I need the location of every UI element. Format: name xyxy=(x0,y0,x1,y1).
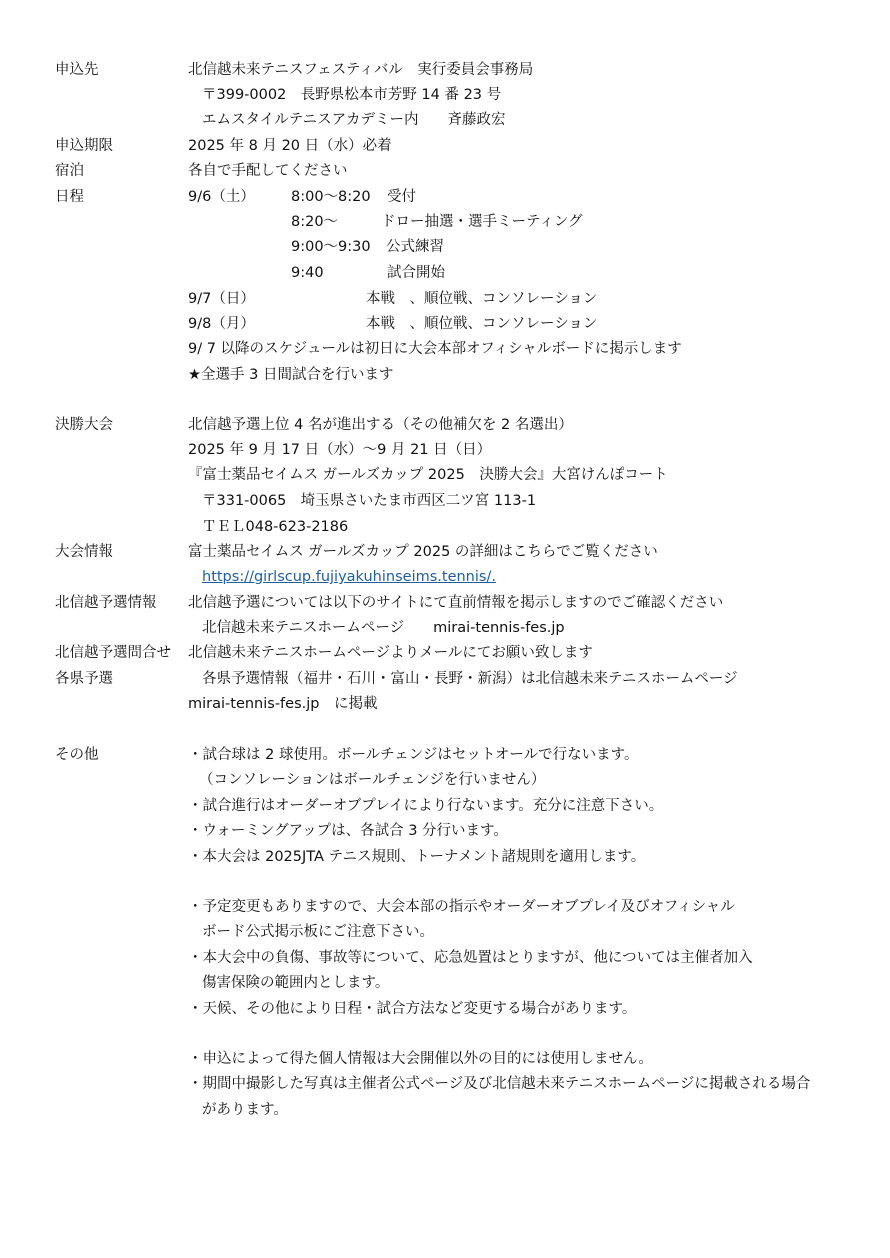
other-label: その他 xyxy=(55,747,99,763)
other-line: ・天候、その他により日程・試合方法など変更する場合があります。 xyxy=(188,1001,637,1017)
schedule-note: ★全選手 3 日間試合を行います xyxy=(188,367,394,383)
application-address: 〒399-0002 長野県松本市芳野 14 番 23 号 xyxy=(202,87,502,103)
schedule-day2: 9/7（日） xyxy=(188,291,255,307)
deadline-label: 申込期限 xyxy=(55,138,113,154)
schedule-event: 試合開始 xyxy=(387,265,445,281)
other-line: （コンソレーションはボールチェンジを行いません） xyxy=(199,772,546,788)
schedule-time: 9:00〜9:30 xyxy=(291,239,371,255)
inquiry-value: 北信越未来テニスホームページよりメールにてお願い致します xyxy=(188,645,593,661)
other-line: ・申込によって得た個人情報は大会開催以外の目的には使用しません。 xyxy=(188,1051,653,1067)
other-line: があります。 xyxy=(202,1102,288,1118)
lodging-value: 各自で手配してください xyxy=(188,163,348,179)
other-line: ボード公式掲示板にご注意下さい。 xyxy=(202,924,434,940)
other-line: ・期間中撮影した写真は主催者公式ページ及び北信越未来テニスホームページに掲載される場合 xyxy=(188,1076,811,1092)
deadline-value: 2025 年 8 月 20 日（水）必着 xyxy=(188,138,392,154)
schedule-note: 9/ 7 以降のスケジュールは初日に大会本部オフィシャルボードに掲示します xyxy=(188,341,682,357)
schedule-time: 8:20〜 xyxy=(291,214,339,230)
schedule-event: 受付 xyxy=(387,189,416,205)
finals-address: 〒331-0065 埼玉県さいたま市西区二ツ宮 113-1 xyxy=(202,493,537,509)
prefecture-label: 各県予選 xyxy=(55,671,113,687)
finals-line: 2025 年 9 月 17 日（水）〜9 月 21 日（日） xyxy=(188,442,492,458)
regional-line: 北信越未来テニスホームページ mirai-tennis-fes.jp xyxy=(202,620,565,636)
other-line: ・本大会中の負傷、事故等について、応急処置はとりますが、他については主催者加入 xyxy=(188,950,753,966)
schedule-time: 8:00〜8:20 xyxy=(291,189,371,205)
lodging-label: 宿泊 xyxy=(55,163,84,179)
other-line: 傷害保険の範囲内とします。 xyxy=(202,975,390,991)
finals-label: 決勝大会 xyxy=(55,417,113,433)
other-line: ・試合進行はオーダーオブプレイにより行ないます。充分に注意下さい。 xyxy=(188,798,664,814)
schedule-day1: 9/6（土） xyxy=(188,189,255,205)
application-org: 北信越未来テニスフェスティバル 実行委員会事務局 xyxy=(188,62,534,78)
schedule-event: ドロー抽選・選手ミーティング xyxy=(381,214,583,230)
schedule-day3: 9/8（月） xyxy=(188,316,255,332)
other-line: ・ウォーミングアップは、各試合 3 分行います。 xyxy=(188,823,508,839)
prefecture-line: mirai-tennis-fes.jp に掲載 xyxy=(188,696,378,712)
application-label: 申込先 xyxy=(55,62,99,78)
schedule-label: 日程 xyxy=(55,189,84,205)
other-line: ・試合球は 2 球使用。ボールチェンジはセットオールで行ないます。 xyxy=(188,747,639,763)
inquiry-label: 北信越予選問合せ xyxy=(55,645,171,661)
other-line: ・予定変更もありますので、大会本部の指示やオーダーオブプレイ及びオフィシャル xyxy=(188,899,735,915)
finals-line: 『富士薬品セイムス ガールズカップ 2025 決勝大会』大宮けんぽコート xyxy=(188,467,668,483)
regional-label: 北信越予選情報 xyxy=(55,595,157,611)
prefecture-line: 各県予選情報（福井・石川・富山・長野・新潟）は北信越未来テニスホームページ xyxy=(202,671,738,687)
finals-line: 北信越予選上位 4 名が進出する（その他補欠を 2 名選出） xyxy=(188,417,573,433)
info-line: 富士薬品セイムス ガールズカップ 2025 の詳細はこちらでご覧ください xyxy=(188,544,658,560)
other-line: ・本大会は 2025JTA テニス規則、トーナメント諸規則を適用します。 xyxy=(188,849,646,865)
application-contact: エムスタイルテニスアカデミー内 斉藤政宏 xyxy=(202,112,506,128)
schedule-time: 9:40 xyxy=(291,265,324,281)
regional-line: 北信越予選については以下のサイトにて直前情報を掲示しますのでご確認ください xyxy=(188,595,724,611)
info-url-link[interactable]: https://girlscup.fujiyakuhinseims.tennis/. xyxy=(202,569,496,585)
schedule-day2-event: 本戦 、順位戦、コンソレーション xyxy=(366,291,598,307)
finals-tel: ＴＥＬ048-623-2186 xyxy=(202,519,349,535)
schedule-day3-event: 本戦 、順位戦、コンソレーション xyxy=(366,316,598,332)
info-label: 大会情報 xyxy=(55,544,113,560)
schedule-event: 公式練習 xyxy=(386,239,444,255)
